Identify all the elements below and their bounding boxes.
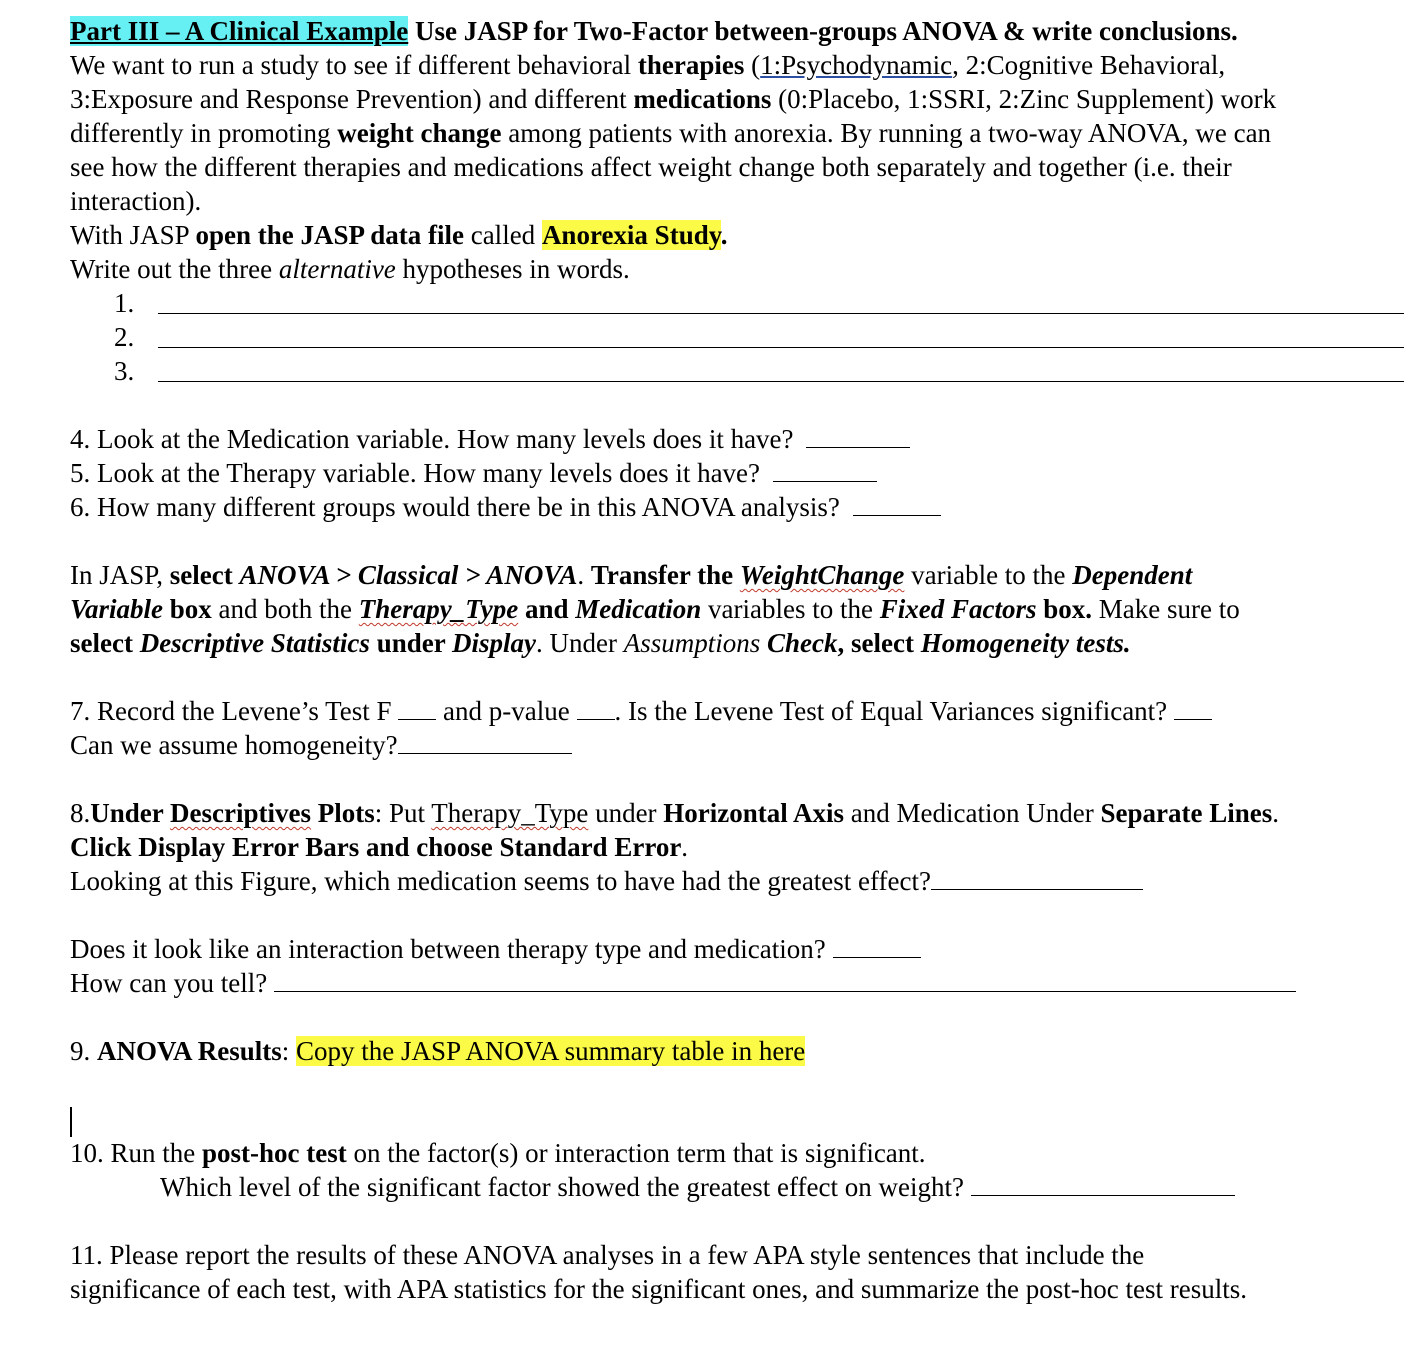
hypothesis-2-answer-line[interactable]	[158, 347, 1404, 348]
question-11-line-2: significance of each test, with APA statistics for the significant ones, and summarize the post-hoc test results.	[70, 1274, 1248, 1304]
q4-answer-blank[interactable]	[806, 425, 910, 448]
text-cursor	[70, 1107, 72, 1137]
q5-answer-blank[interactable]	[773, 459, 877, 482]
intro-line-5: interaction).	[70, 186, 202, 216]
worksheet-page	[70, 14, 1410, 1306]
interaction-answer-blank[interactable]	[833, 935, 921, 958]
intro-line-1: We want to run a study to see if different behavioral therapies (1:Psychodynamic, 2:Cognitive Behavioral,	[70, 50, 1226, 80]
question-10: 10. Run the post-hoc test on the factor(s) or interaction term that is significant.	[70, 1138, 926, 1168]
question-4: 4. Look at the Medication variable. How many levels does it have?	[70, 422, 1410, 456]
interaction-explain-blank[interactable]	[274, 969, 1296, 992]
question-5: 5. Look at the Therapy variable. How many levels does it have?	[70, 456, 1410, 490]
q6-answer-blank[interactable]	[853, 493, 941, 516]
levene-p-blank[interactable]	[577, 697, 615, 720]
therapy-level-link: 1:Psychodynamic	[760, 50, 953, 80]
question-8: 8.Under Descriptives Plots: Put Therapy_Type under Horizontal Axis and Medication Under Separate Lines.	[70, 798, 1279, 828]
question-6: 6. How many different groups would there be in this ANOVA analysis?	[70, 490, 1410, 524]
part-task: Use JASP for Two-Factor between-groups ANOVA & write conclusions.	[408, 16, 1238, 46]
text-cursor-line[interactable]	[70, 1102, 1410, 1136]
question-7-homogeneity: Can we assume homogeneity?	[70, 728, 1410, 762]
part-heading	[70, 14, 1410, 48]
intro-line-3: differently in promoting weight change among patients with anorexia. By running a two-way ANOVA, we can	[70, 118, 1272, 148]
question-10-level: Which level of the significant factor showed the greatest effect on weight?	[70, 1170, 1410, 1204]
question-11-line-1: 11. Please report the results of these ANOVA analyses in a few APA style sentences that include the	[70, 1240, 1145, 1270]
question-8-figure: Looking at this Figure, which medication seems to have had the greatest effect?	[70, 864, 1410, 898]
intro-line-2: 3:Exposure and Response Prevention) and different medications (0:Placebo, 1:SSRI, 2:Zinc Supplement) work	[70, 84, 1277, 114]
interaction-explain: How can you tell?	[70, 966, 1410, 1000]
instructions-line-2: Variable box and both the Therapy_Type and Medication variables to the Fixed Factors box. Make sure to	[70, 594, 1240, 624]
part-title: Part III – A Clinical Example	[70, 16, 409, 46]
instructions-line-3: select Descriptive Statistics under Display. Under Assumptions Check, select Homogeneity tests.	[70, 628, 1131, 658]
hypothesis-2-row: 2.	[70, 320, 1410, 354]
levene-f-blank[interactable]	[398, 697, 436, 720]
intro-line-4: see how the different therapies and medications affect weight change both separately and together (i.e. their	[70, 152, 1232, 182]
question-8-error-bars: Click Display Error Bars and choose Standard Error.	[70, 832, 689, 862]
greatest-level-blank[interactable]	[971, 1173, 1235, 1196]
interaction-question: Does it look like an interaction between therapy type and medication?	[70, 932, 1410, 966]
hypothesis-1-answer-line[interactable]	[158, 313, 1404, 314]
hypotheses-prompt: Write out the three alternative hypotheses in words.	[70, 254, 630, 284]
hypothesis-3-answer-line[interactable]	[158, 381, 1404, 382]
data-file-name: Anorexia Study	[541, 220, 721, 250]
question-9: 9. ANOVA Results: Copy the JASP ANOVA summary table in here	[70, 1036, 806, 1066]
greatest-effect-blank[interactable]	[931, 867, 1143, 890]
instructions-line-1: In JASP, select ANOVA > Classical > ANOVA. Transfer the WeightChange variable to the Dependent	[70, 560, 1193, 590]
anova-table-placeholder: Copy the JASP ANOVA summary table in here	[296, 1036, 806, 1066]
question-7: 7. Record the Levene’s Test F and p-value . Is the Levene Test of Equal Variances significant?	[70, 694, 1410, 728]
open-file-instruction: With JASP open the JASP data file called Anorexia Study.	[70, 220, 728, 250]
homogeneity-answer-blank[interactable]	[398, 731, 572, 754]
levene-significant-blank[interactable]	[1174, 697, 1212, 720]
hypothesis-1-row: 1.	[70, 286, 1410, 320]
hypothesis-3-row: 3.	[70, 354, 1410, 388]
